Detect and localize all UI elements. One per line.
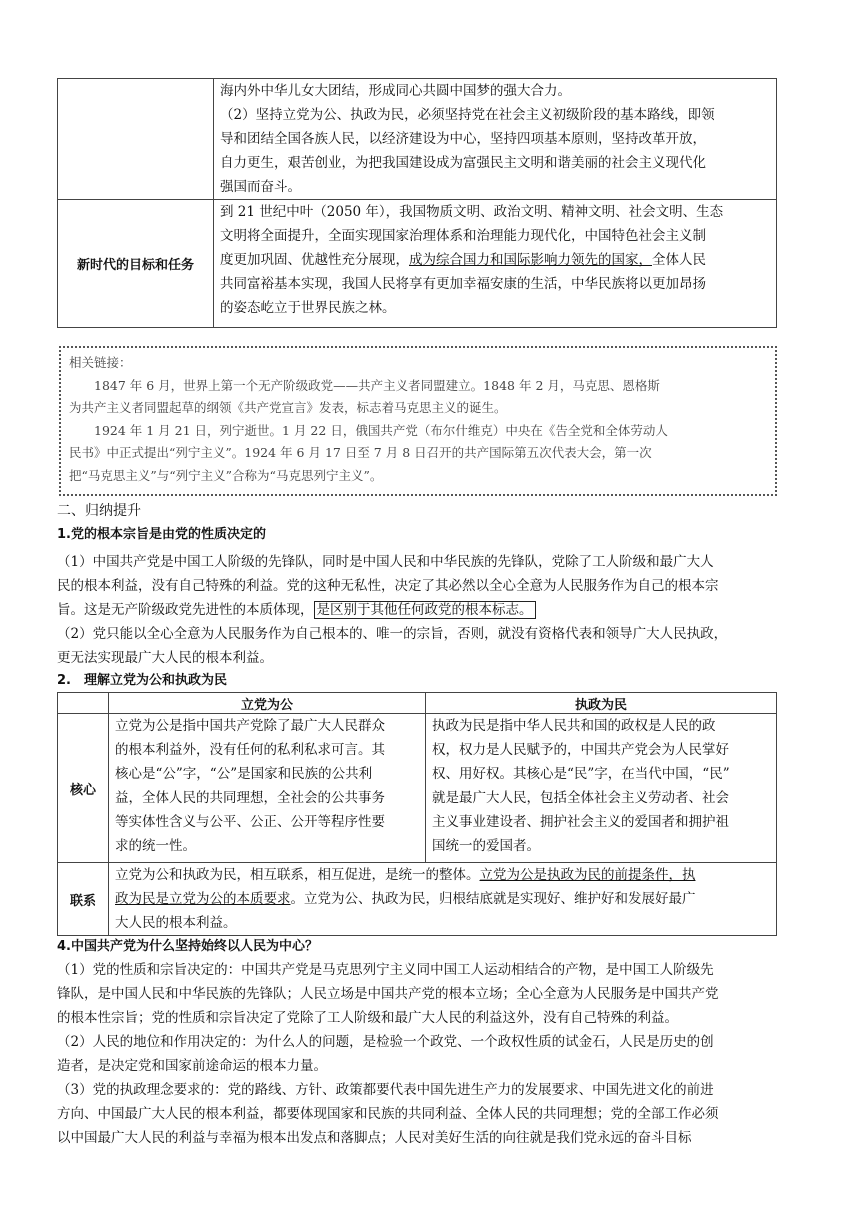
text-line: 造者，是决定党和国家前途命运的根本力量。	[57, 1058, 327, 1074]
subsection-title-4: 4.中国共产党为什么坚持始终以人民为中心？	[57, 939, 318, 954]
text-line: 共同富裕基本实现，我国人民将享有更加幸福安康的生活，中华民族将以更加昂扬	[220, 276, 706, 292]
text-line: 强国而奋斗。	[220, 179, 301, 195]
link-cell: 立党为公和执政为民，相互联系，相互促进，是统一的整体。立党为公是执政为民的前提条件，执 政为民是立党为公的本质要求。立党为公、执政为民，归根结底就是实现好、维护好和发展好最广 大人民的根本利益。	[109, 863, 777, 936]
text-line: 权，权力是人民赋予的，中国共产党会为人民掌好	[432, 742, 729, 758]
text-line: 导和团结全国各族人民，以经济建设为中心，坚持四项基本原则，坚持改革开放，	[220, 131, 706, 147]
text-line: 核心是“公”字，“公”是国家和民族的公共利	[115, 766, 373, 782]
text-line: 锋队，是中国人民和中华民族的先锋队；人民立场是中国共产党的根本立场；全心全意为人民服务是中国共产党	[57, 986, 719, 1002]
text-line: （2）人民的地位和作用决定的：为什么人的问题，是检验一个政党、一个政权性质的试金石，人民是历史的创	[57, 1034, 714, 1050]
text-line: 旨。这是无产阶级政党先进性的本质体现， 是区别于其他任何政党的根本标志。	[57, 598, 777, 622]
principles-cell	[214, 79, 777, 200]
core-cell-2	[426, 714, 777, 863]
new-era-label: 新时代的目标和任务	[58, 200, 214, 328]
link-line: 把“马克思主义”与“列宁主义”合称为“马克思列宁主义”。	[69, 467, 383, 483]
text-line: 大人民的根本利益。	[115, 915, 237, 931]
text-line: 益，全体人民的共同理想，全社会的公共事务	[115, 790, 385, 806]
text-line: 民的根本利益，没有自己特殊的利益。党的这种无私性，决定了其必然以全心全意为人民服务作为自己的根本宗	[57, 578, 719, 594]
text-line: （1）中国共产党是中国工人阶级的先锋队，同时是中国人民和中华民族的先锋队，党除了工人阶级和最广大人	[57, 554, 714, 570]
text-line: 的姿态屹立于世界民族之林。	[220, 300, 396, 316]
compare-table	[57, 692, 777, 936]
text-line: 更无法实现最广大人民的根本利益。	[57, 650, 273, 666]
text-line: 的根本利益外，没有任何的私利私求可言。其	[115, 742, 385, 758]
empty-label-cell	[58, 79, 214, 200]
text-line: 立党为公是指中国共产党除了最广大人民群众	[115, 718, 385, 734]
subsection-title-2: 2. 理解立党为公和执政为民	[57, 673, 227, 688]
link-line: 民书》中正式提出“列宁主义”。1924 年 6 月 17 日至 7 月 8 日召开的共产国际第五次代表大会，第一次	[69, 445, 652, 460]
text-line: 海内外中华儿女大团结，形成同心共圆中国梦的强大合力。	[220, 83, 571, 99]
text-line: （3）党的执政理念要求的：党的路线、方针、政策都要代表中国先进生产力的发展要求、中国先进文化的前进	[57, 1082, 714, 1098]
text-line: 自力更生，艰苦创业，为把我国建设成为富强民主文明和谐美丽的社会主义现代化	[220, 155, 706, 171]
new-era-cell	[214, 200, 777, 328]
text-line: （2）坚持立党为公、执政为民，必须坚持党在社会主义初级阶段的基本路线，即领	[220, 107, 715, 123]
text-line: （2）党只能以全心全意为人民服务作为自己根本的、唯一的宗旨，否则，就没有资格代表和领导广大人民执政，	[57, 626, 728, 642]
text-line: 文明将全面提升，全面实现国家治理体系和治理能力现代化，中国特色社会主义制	[220, 228, 706, 244]
col-header-2: 执政为民	[426, 693, 777, 714]
text-line: 执政为民是指中华人民共和国的政权是人民的政	[432, 718, 716, 734]
underlined-phrase: 成为综合国力和国际影响力领先的国家，	[409, 252, 652, 268]
boxed-phrase: 是区别于其他任何政党的根本标志。	[314, 601, 536, 619]
text-line: 求的统一性。	[115, 838, 196, 854]
link-line: 1924 年 1 月 21 日，列宁逝世。1 月 22 日，俄国共产党（布尔什维克）中央在《告全党和全体劳动人	[94, 422, 668, 438]
text-line: 权、用好权。其核心是“民”字，在当代中国，“民”	[432, 766, 730, 782]
subsection-title-1: 1.党的根本宗旨是由党的性质决定的	[57, 527, 266, 542]
text-line: （1）党的性质和宗旨决定的：中国共产党是马克思列宁主义同中国工人运动相结合的产物，是中国工人阶级先	[57, 962, 714, 978]
text-line: 等实体性含义与公平、公正、公开等程序性要	[115, 814, 385, 830]
underlined-phrase: 政为民是立党为公的本质要求	[115, 891, 291, 907]
core-cell-1	[109, 714, 426, 863]
text-line: 主义事业建设者、拥护社会主义的爱国者和拥护祖	[432, 814, 729, 830]
summary-section	[57, 500, 777, 1150]
text-line: 度更加巩固、优越性充分展现，成为综合国力和国际影响力领先的国家，全体人民	[220, 252, 706, 268]
link-line: 为共产主义者同盟起草的纲领《共产党宣言》发表，标志着马克思主义的诞生。	[69, 400, 507, 415]
row-label-link: 联系	[58, 863, 109, 936]
text-line: 就是最广大人民，包括全体社会主义劳动者、社会	[432, 790, 729, 806]
section-heading: 二、归纳提升	[57, 503, 141, 519]
text-line: 方向、中国最广大人民的根本利益，都要体现国家和民族的共同利益、全体人民的共同理想；党的全部工作必须	[57, 1106, 719, 1122]
col-header-1: 立党为公	[109, 693, 426, 714]
row-label-core: 核心	[58, 714, 109, 863]
corner-cell	[58, 693, 109, 714]
text-line: 国统一的爱国者。	[432, 838, 540, 854]
goals-table	[57, 78, 777, 328]
text-line: 以中国最广大人民的利益与幸福为根本出发点和落脚点；人民对美好生活的向往就是我们党永远的奋斗目标	[57, 1130, 692, 1146]
link-line: 1847 年 6 月，世界上第一个无产阶级政党——共产主义者同盟建立。1848 年 2 月，马克思、恩格斯	[94, 377, 660, 393]
link-title: 相关链接：	[69, 355, 132, 370]
related-link-box	[59, 346, 777, 496]
underlined-phrase: 立党为公是执政为民的前提条件，执	[479, 867, 696, 883]
text-line: 的根本性宗旨；党的性质和宗旨决定了党除了工人阶级和最广大人民的利益这外，没有自己特殊的利益。	[57, 1010, 678, 1026]
text-line: 到 21 世纪中叶（2050 年），我国物质文明、政治文明、精神文明、社会文明、生态	[220, 204, 724, 220]
